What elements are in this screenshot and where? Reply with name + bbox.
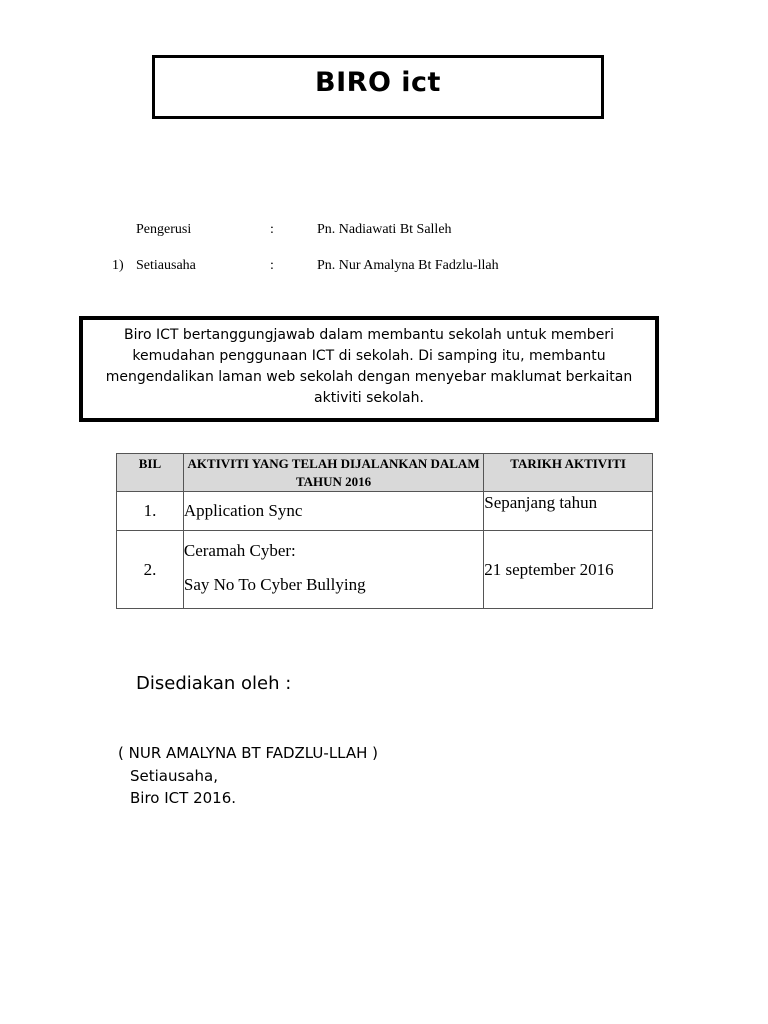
table-row bbox=[117, 531, 653, 609]
title-box bbox=[152, 55, 604, 119]
table-row bbox=[117, 492, 653, 531]
committee-name: Pn. Nur Amalyna Bt Fadzlu-llah bbox=[317, 258, 499, 273]
row-bil: 2. bbox=[117, 531, 184, 609]
header-bil: BIL bbox=[117, 454, 184, 492]
committee-role: Pengerusi bbox=[136, 222, 192, 237]
table-header-row bbox=[117, 454, 653, 492]
committee-name: Pn. Nadiawati Bt Salleh bbox=[317, 222, 452, 237]
description-box bbox=[79, 316, 659, 422]
prepared-by-label: Disediakan oleh : bbox=[136, 673, 292, 694]
activities-table bbox=[116, 453, 653, 609]
row-date: Sepanjang tahun bbox=[484, 492, 653, 531]
activity-text: Ceramah Cyber: bbox=[183, 540, 296, 560]
row-activity bbox=[183, 531, 483, 609]
signature-name: ( NUR AMALYNA BT FADZLU-LLAH ) bbox=[118, 744, 379, 762]
committee-colon: : bbox=[270, 258, 274, 273]
activity-subtext: Say No To Cyber Bullying bbox=[183, 574, 366, 594]
committee-role: Setiausaha bbox=[136, 258, 196, 273]
page-title: BIRO ict bbox=[315, 67, 441, 98]
activity-text: Application Sync bbox=[183, 501, 303, 520]
row-bil: 1. bbox=[117, 492, 184, 531]
committee-number: 1) bbox=[112, 258, 124, 273]
signature-position: Setiausaha, bbox=[130, 767, 218, 785]
header-date: TARIKH AKTIVITI bbox=[484, 454, 653, 492]
description-text: Biro ICT bertanggungjawab dalam membantu sekolah untuk memberi kemudahan penggunaan ICT di sekolah. Di samping itu, membantu mengendalikan laman web sekolah dengan menyebar maklumat berkaitan aktiviti sekolah. bbox=[105, 327, 633, 406]
signature-unit: Biro ICT 2016. bbox=[130, 789, 237, 807]
row-activity bbox=[183, 492, 483, 531]
committee-colon: : bbox=[270, 222, 274, 237]
row-date: 21 september 2016 bbox=[484, 531, 653, 609]
header-activity: AKTIVITI YANG TELAH DIJALANKAN DALAM TAHUN 2016 bbox=[183, 454, 483, 492]
